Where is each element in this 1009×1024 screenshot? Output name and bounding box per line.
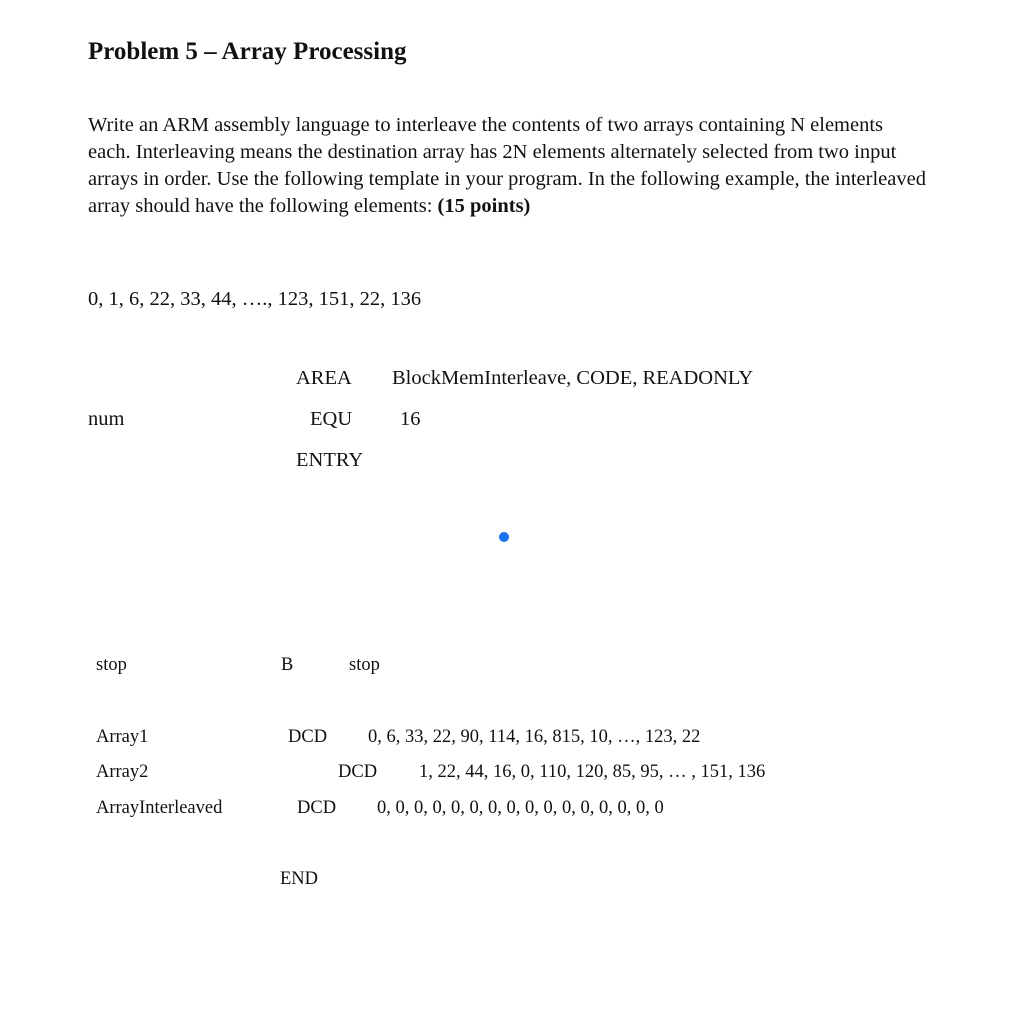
array2-values: 1, 22, 44, 16, 0, 110, 120, 85, 95, … , 151, 136 xyxy=(419,762,766,782)
array1-op: DCD xyxy=(288,727,328,747)
array1-label: Array1 xyxy=(96,727,149,747)
array2-label: Array2 xyxy=(96,762,149,782)
area-value: BlockMemInterleave, CODE, READONLY xyxy=(392,367,754,389)
equ-keyword: EQU xyxy=(310,408,353,430)
array2-op: DCD xyxy=(338,762,378,782)
problem-description xyxy=(88,112,928,220)
array-interleaved-op: DCD xyxy=(297,798,337,818)
branch-target: stop xyxy=(349,655,380,675)
cursor-dot-icon xyxy=(499,532,509,542)
num-label: num xyxy=(88,408,125,430)
equ-value: 16 xyxy=(400,408,421,430)
branch-op: B xyxy=(281,655,294,675)
description-text: Write an ARM assembly language to interleave the contents of two arrays containing N elements each. Interleaving means the destination array has 2N elements alternately selected from two input arrays in order. Use the following template in your program. In the following example, the interleaved array should have the following elements: xyxy=(88,114,926,217)
array-interleaved-label: ArrayInterleaved xyxy=(96,798,223,818)
array-interleaved-values: 0, 0, 0, 0, 0, 0, 0, 0, 0, 0, 0, 0, 0, 0, 0, 0 xyxy=(377,798,664,818)
stop-label: stop xyxy=(96,655,127,675)
area-keyword: AREA xyxy=(296,367,352,389)
end-keyword: END xyxy=(280,869,319,889)
entry-keyword: ENTRY xyxy=(296,449,364,471)
example-sequence: 0, 1, 6, 22, 33, 44, …., 123, 151, 22, 136 xyxy=(88,288,422,310)
problem-title: Problem 5 – Array Processing xyxy=(88,38,407,65)
points-label: (15 points) xyxy=(437,195,531,217)
array1-values: 0, 6, 33, 22, 90, 114, 16, 815, 10, …, 123, 22 xyxy=(368,727,701,747)
